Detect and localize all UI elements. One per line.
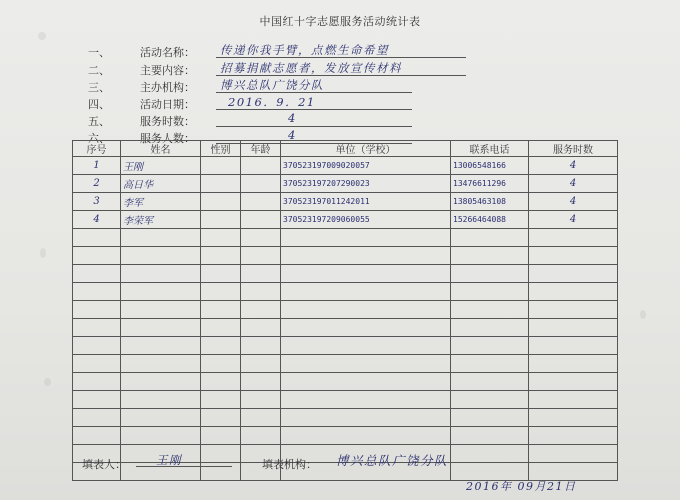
- table-row-empty: [73, 391, 618, 409]
- empty-cell: [73, 391, 121, 409]
- table-body: [73, 157, 618, 481]
- cell-hours: 4: [529, 175, 618, 193]
- empty-cell: [529, 373, 618, 391]
- filler-label: 填表人：: [82, 458, 126, 471]
- empty-cell: [241, 229, 281, 247]
- empty-cell: [201, 247, 241, 265]
- filler-value: 王刚: [156, 453, 182, 467]
- header-phone: 联系电话: [451, 141, 529, 157]
- cell-gender: [201, 157, 241, 175]
- empty-cell: [529, 247, 618, 265]
- empty-cell: [281, 247, 451, 265]
- table-row: [73, 211, 618, 229]
- empty-cell: [241, 283, 281, 301]
- field-number: 四、: [88, 98, 110, 111]
- empty-cell: [241, 355, 281, 373]
- empty-cell: [281, 337, 451, 355]
- volunteer-table: [72, 140, 618, 481]
- empty-cell: [281, 355, 451, 373]
- field-number: 六、: [88, 132, 110, 145]
- table-row: [73, 175, 618, 193]
- empty-cell: [451, 265, 529, 283]
- table-row-empty: [73, 373, 618, 391]
- empty-cell: [201, 283, 241, 301]
- empty-cell: [73, 409, 121, 427]
- table-row: [73, 193, 618, 211]
- field-value: 博兴总队广饶分队: [220, 78, 324, 92]
- cell-name: 王刚: [121, 157, 201, 175]
- cell-gender: [201, 193, 241, 211]
- cell-unit: 370523197209060055: [281, 211, 451, 229]
- empty-cell: [451, 391, 529, 409]
- empty-cell: [529, 301, 618, 319]
- empty-cell: [121, 427, 201, 445]
- empty-cell: [451, 337, 529, 355]
- cell-unit: 370523197011242011: [281, 193, 451, 211]
- empty-cell: [73, 337, 121, 355]
- empty-cell: [121, 301, 201, 319]
- empty-cell: [241, 427, 281, 445]
- empty-cell: [529, 337, 618, 355]
- empty-cell: [241, 409, 281, 427]
- sign-date: 2016年 09月21日: [466, 480, 577, 493]
- field-label: 活动名称：: [140, 46, 195, 59]
- empty-cell: [201, 391, 241, 409]
- table-row-empty: [73, 229, 618, 247]
- cell-phone: 13476611296: [451, 175, 529, 193]
- empty-cell: [281, 283, 451, 301]
- empty-cell: [201, 301, 241, 319]
- table-row-empty: [73, 409, 618, 427]
- empty-cell: [281, 319, 451, 337]
- field-number: 二、: [88, 64, 110, 77]
- empty-cell: [73, 301, 121, 319]
- header-hours: 服务时数: [529, 141, 618, 157]
- cell-unit: 370523197207290023: [281, 175, 451, 193]
- cell-name: 李荣军: [121, 211, 201, 229]
- header-name: 姓名: [121, 141, 201, 157]
- form-title: 中国红十字志愿服务活动统计表: [259, 15, 421, 28]
- empty-cell: [73, 283, 121, 301]
- paper-mark: [44, 378, 51, 386]
- cell-no: 1: [73, 157, 121, 175]
- empty-cell: [529, 355, 618, 373]
- empty-cell: [121, 247, 201, 265]
- empty-cell: [201, 355, 241, 373]
- table-row-empty: [73, 301, 618, 319]
- empty-cell: [201, 319, 241, 337]
- field-value: 4: [288, 128, 297, 142]
- field-label: 活动日期：: [140, 98, 195, 111]
- empty-cell: [241, 391, 281, 409]
- cell-unit: 370523197009020057: [281, 157, 451, 175]
- header-no: 序号: [73, 141, 121, 157]
- empty-cell: [281, 301, 451, 319]
- empty-cell: [241, 337, 281, 355]
- empty-cell: [529, 445, 618, 463]
- empty-cell: [281, 373, 451, 391]
- empty-cell: [201, 337, 241, 355]
- empty-cell: [281, 391, 451, 409]
- cell-hours: 4: [529, 193, 618, 211]
- empty-cell: [121, 391, 201, 409]
- empty-cell: [201, 373, 241, 391]
- cell-phone: 15266464088: [451, 211, 529, 229]
- empty-cell: [73, 427, 121, 445]
- empty-cell: [201, 409, 241, 427]
- empty-cell: [451, 355, 529, 373]
- empty-cell: [241, 301, 281, 319]
- field-value: 招募捐献志愿者，发放宣传材料: [220, 61, 402, 75]
- empty-cell: [241, 373, 281, 391]
- empty-cell: [451, 301, 529, 319]
- empty-cell: [73, 247, 121, 265]
- table-row-empty: [73, 355, 618, 373]
- empty-cell: [121, 337, 201, 355]
- field-label: 服务人数：: [140, 132, 195, 145]
- empty-cell: [121, 265, 201, 283]
- header-gender: 性别: [201, 141, 241, 157]
- cell-age: [241, 193, 281, 211]
- empty-cell: [73, 373, 121, 391]
- cell-phone: 13006548166: [451, 157, 529, 175]
- cell-gender: [201, 211, 241, 229]
- cell-no: 3: [73, 193, 121, 211]
- table-row-empty: [73, 319, 618, 337]
- header-unit: 单位（学校）: [281, 141, 451, 157]
- cell-name: 高日华: [121, 175, 201, 193]
- cell-hours: 4: [529, 157, 618, 175]
- cell-age: [241, 175, 281, 193]
- cell-no: 2: [73, 175, 121, 193]
- empty-cell: [73, 265, 121, 283]
- empty-cell: [241, 319, 281, 337]
- empty-cell: [529, 319, 618, 337]
- empty-cell: [73, 355, 121, 373]
- empty-cell: [201, 229, 241, 247]
- cell-name: 李军: [121, 193, 201, 211]
- paper-mark: [40, 248, 46, 258]
- field-underline: [216, 112, 412, 127]
- field-label: 主办机构：: [140, 81, 195, 94]
- empty-cell: [121, 229, 201, 247]
- field-number: 三、: [88, 81, 110, 94]
- empty-cell: [281, 229, 451, 247]
- empty-cell: [121, 409, 201, 427]
- empty-cell: [281, 265, 451, 283]
- header-age: 年龄: [241, 141, 281, 157]
- empty-cell: [73, 319, 121, 337]
- table-row-empty: [73, 427, 618, 445]
- empty-cell: [529, 409, 618, 427]
- table-row-empty: [73, 337, 618, 355]
- empty-cell: [451, 373, 529, 391]
- paper-mark: [640, 310, 646, 319]
- empty-cell: [529, 265, 618, 283]
- empty-cell: [451, 427, 529, 445]
- org-label: 填表机构：: [262, 458, 317, 471]
- cell-hours: 4: [529, 211, 618, 229]
- filler-line: [136, 452, 232, 467]
- empty-cell: [201, 427, 241, 445]
- cell-gender: [201, 175, 241, 193]
- field-label: 主要内容：: [140, 64, 195, 77]
- cell-phone: 13805463108: [451, 193, 529, 211]
- table-row: [73, 157, 618, 175]
- empty-cell: [451, 247, 529, 265]
- field-label: 服务时数：: [140, 115, 195, 128]
- empty-cell: [451, 409, 529, 427]
- field-value: 4: [288, 111, 297, 125]
- cell-age: [241, 211, 281, 229]
- empty-cell: [121, 355, 201, 373]
- cell-age: [241, 157, 281, 175]
- empty-cell: [529, 229, 618, 247]
- empty-cell: [451, 319, 529, 337]
- table-header-row: [73, 141, 618, 157]
- cell-no: 4: [73, 211, 121, 229]
- empty-cell: [73, 229, 121, 247]
- paper-mark: [38, 32, 46, 40]
- field-value: 传递你我手臂，点燃生命希望: [220, 43, 389, 57]
- empty-cell: [451, 445, 529, 463]
- empty-cell: [451, 283, 529, 301]
- empty-cell: [121, 373, 201, 391]
- field-number: 一、: [88, 46, 110, 59]
- field-number: 五、: [88, 115, 110, 128]
- empty-cell: [281, 427, 451, 445]
- empty-cell: [241, 247, 281, 265]
- empty-cell: [529, 391, 618, 409]
- empty-cell: [121, 319, 201, 337]
- field-value: 2016．9．21: [228, 95, 316, 109]
- table-row-empty: [73, 265, 618, 283]
- table-row-empty: [73, 247, 618, 265]
- empty-cell: [241, 265, 281, 283]
- empty-cell: [529, 427, 618, 445]
- org-value: 博兴总队广饶分队: [336, 453, 449, 468]
- empty-cell: [121, 283, 201, 301]
- empty-cell: [451, 229, 529, 247]
- empty-cell: [201, 265, 241, 283]
- table-row-empty: [73, 283, 618, 301]
- empty-cell: [281, 409, 451, 427]
- empty-cell: [529, 283, 618, 301]
